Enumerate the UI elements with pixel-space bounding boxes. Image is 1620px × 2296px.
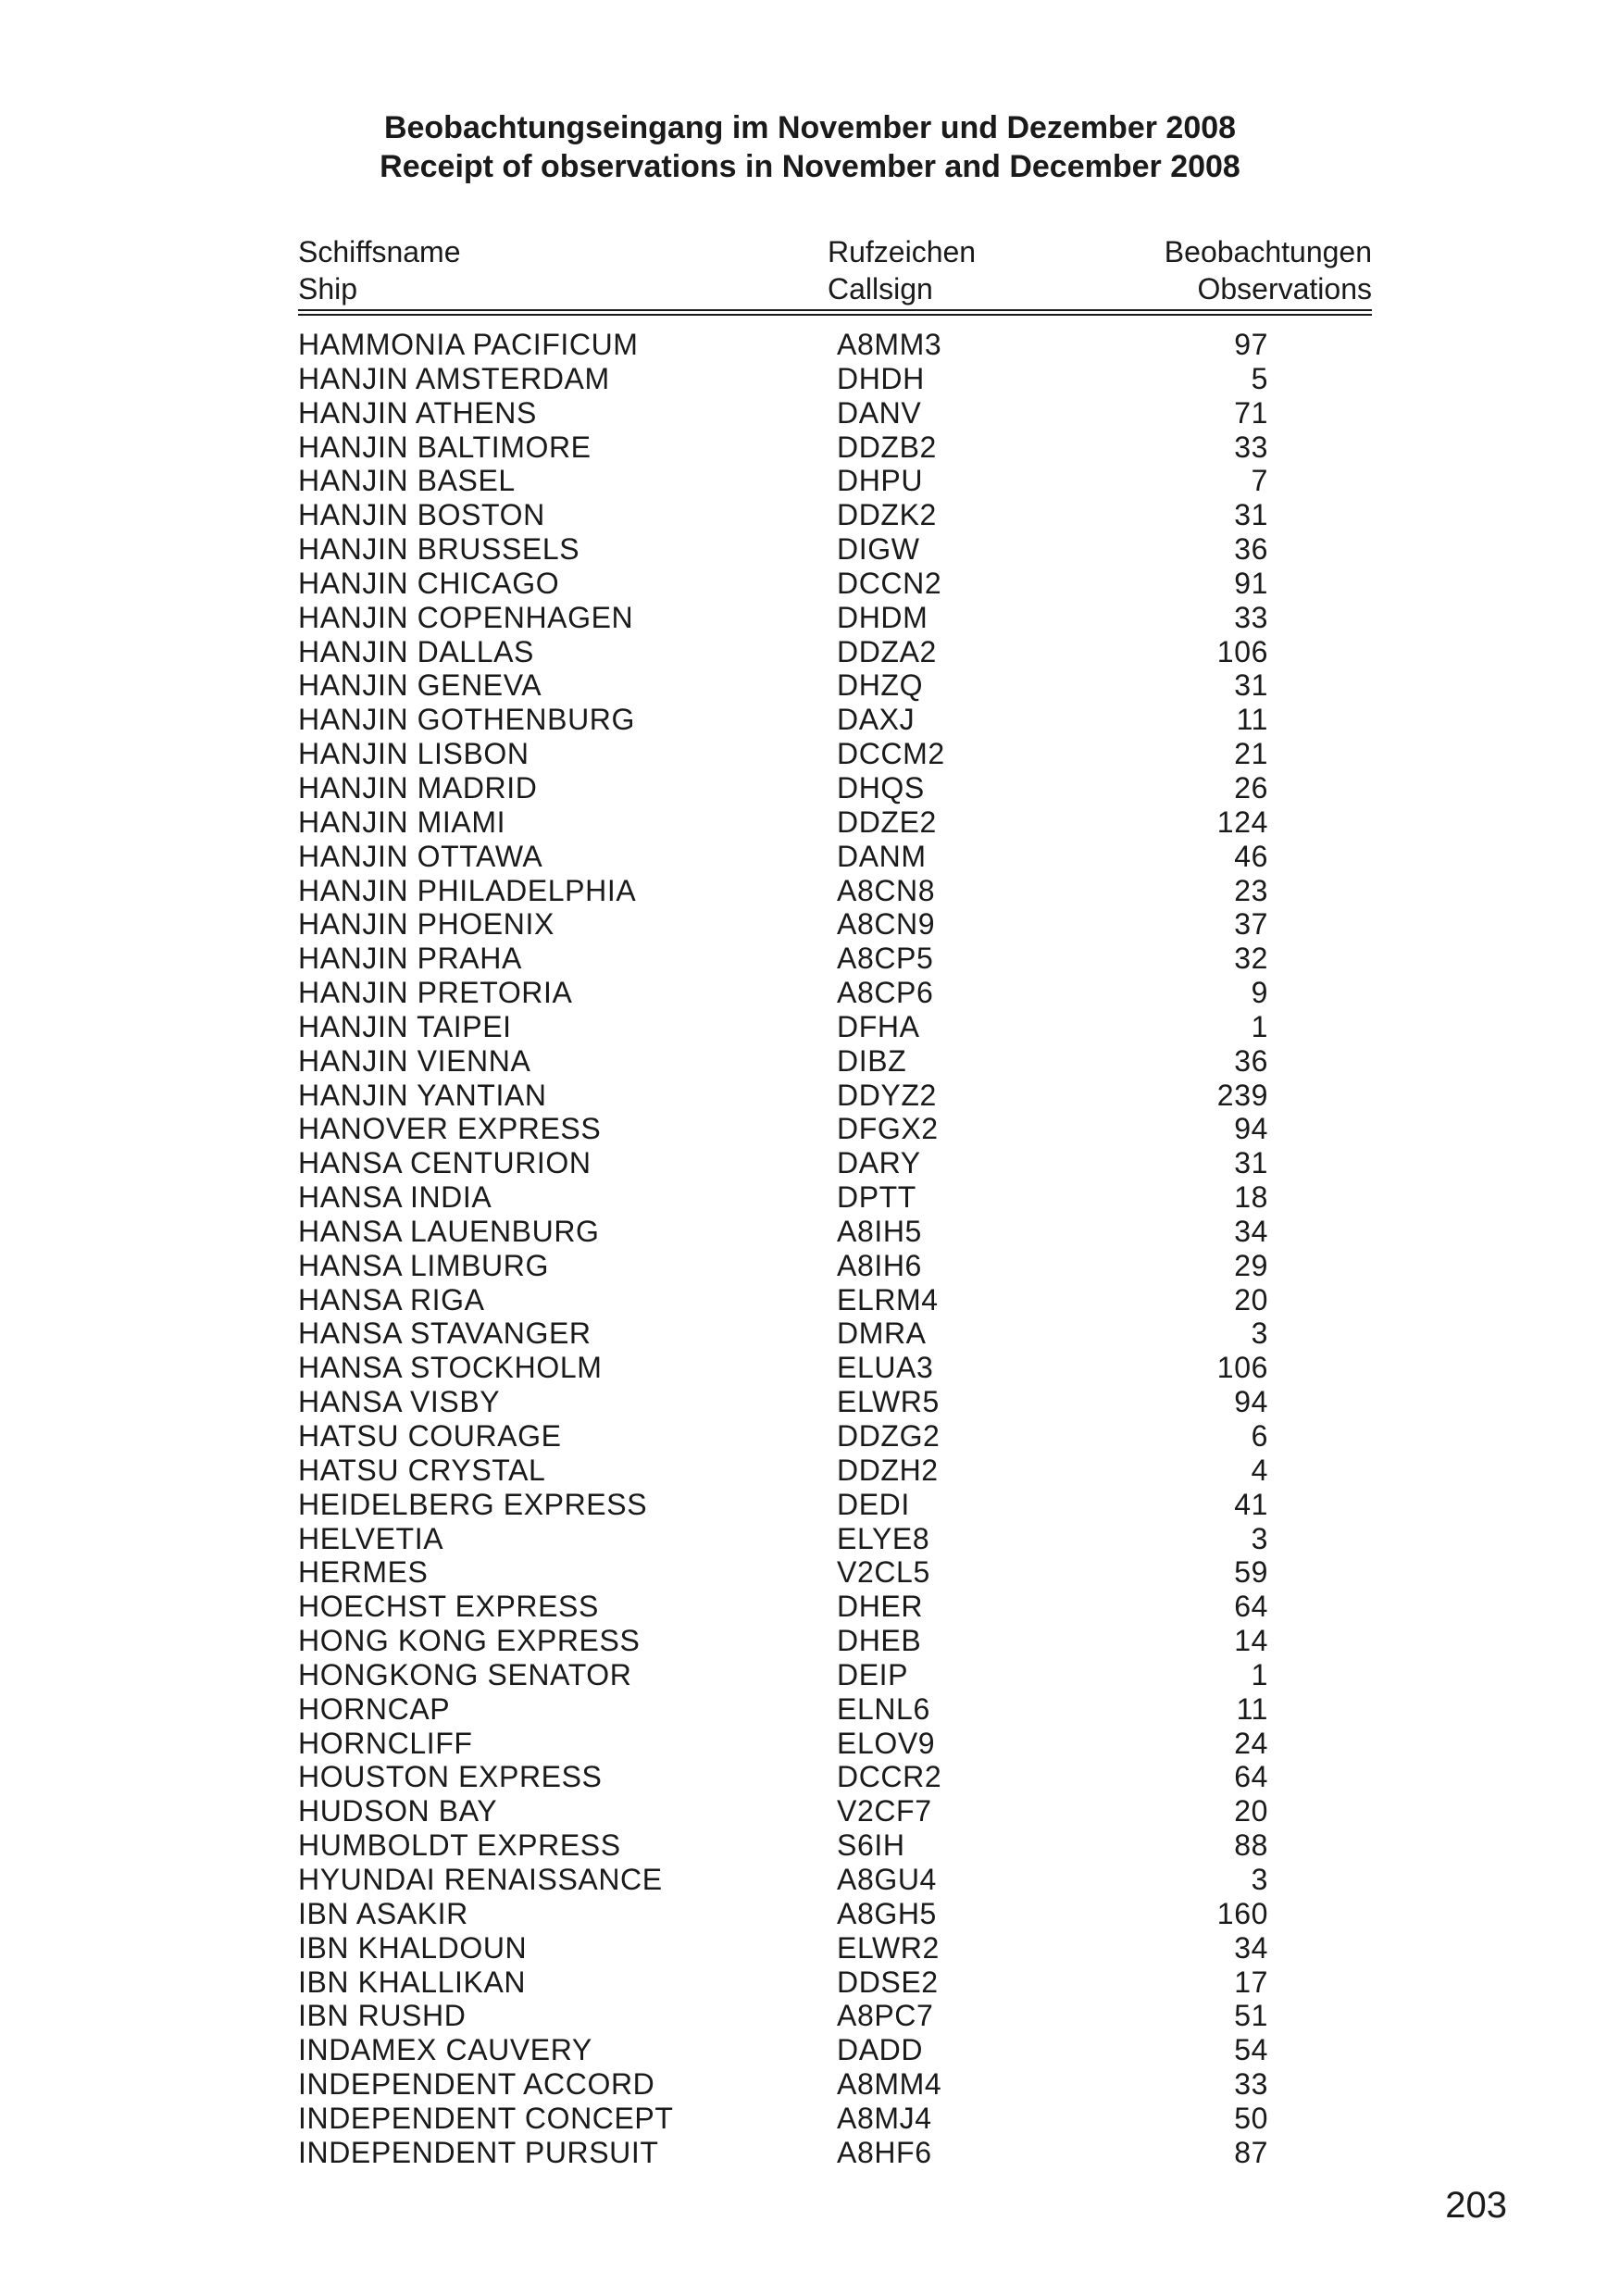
ship-name-cell: HANSA VISBY: [298, 1385, 501, 1419]
ship-name-cell: HYUNDAI RENAISSANCE: [298, 1862, 663, 1896]
table-row: [0, 1727, 1620, 1761]
table-row: [0, 1555, 1620, 1590]
ship-name-cell: HANSA INDIA: [298, 1180, 492, 1215]
observations-cell: 46: [1234, 839, 1268, 873]
observations-cell: 88: [1234, 1828, 1268, 1863]
table-row: [0, 1760, 1620, 1794]
table-row: [0, 1624, 1620, 1658]
callsign-cell: DDYZ2: [837, 1078, 937, 1112]
callsign-cell: DCCM2: [837, 737, 945, 771]
observations-cell: 7: [1251, 464, 1268, 498]
observations-cell: 94: [1234, 1112, 1268, 1146]
callsign-cell: DAXJ: [837, 703, 916, 737]
callsign-cell: DCCR2: [837, 1760, 942, 1794]
observations-cell: 31: [1234, 1146, 1268, 1180]
table-row: [0, 498, 1620, 532]
table-row: [0, 2033, 1620, 2067]
table-row: [0, 1249, 1620, 1283]
table-row: [0, 362, 1620, 396]
callsign-cell: V2CL5: [837, 1555, 930, 1590]
callsign-cell: DDZH2: [837, 1453, 939, 1487]
table-row: [0, 1316, 1620, 1351]
callsign-cell: DHEB: [837, 1624, 922, 1658]
table-row: [0, 2136, 1620, 2170]
table-row: [0, 840, 1620, 874]
page-title-english: Receipt of observations in November and December 2008: [380, 149, 1240, 184]
table-row: [0, 1522, 1620, 1556]
table-row: [0, 1863, 1620, 1897]
table-row: [0, 2102, 1620, 2136]
observations-cell: 20: [1234, 1794, 1268, 1828]
table-row: [0, 703, 1620, 737]
table-row: [0, 1419, 1620, 1454]
callsign-cell: DFGX2: [837, 1112, 939, 1146]
callsign-cell: DCCN2: [837, 566, 942, 600]
table-row: [0, 430, 1620, 465]
ship-name-cell: HANJIN PRAHA: [298, 942, 522, 976]
table-row: [0, 1828, 1620, 1863]
ship-name-cell: HANJIN ATHENS: [298, 395, 537, 430]
callsign-cell: DPTT: [837, 1180, 916, 1215]
callsign-cell: DHDM: [837, 600, 928, 634]
observations-cell: 239: [1216, 1078, 1268, 1112]
callsign-cell: DDZE2: [837, 805, 937, 839]
callsign-cell: ELWR2: [837, 1930, 940, 1965]
table-row: [0, 1283, 1620, 1317]
table-row: [0, 976, 1620, 1010]
observations-cell: 106: [1216, 1351, 1268, 1385]
table-row: [0, 737, 1620, 771]
table-row: [0, 396, 1620, 430]
table-row: [0, 1658, 1620, 1692]
observations-cell: 91: [1234, 566, 1268, 600]
ship-name-cell: HOUSTON EXPRESS: [298, 1760, 603, 1794]
ship-name-cell: HANOVER EXPRESS: [298, 1112, 602, 1146]
observations-cell: 17: [1234, 1965, 1268, 1999]
callsign-cell: A8GU4: [837, 1862, 937, 1896]
ship-name-cell: HANSA STAVANGER: [298, 1316, 592, 1351]
ship-name-cell: HANJIN COPENHAGEN: [298, 600, 634, 634]
callsign-cell: DFHA: [837, 1009, 920, 1043]
ship-name-cell: HANSA CENTURION: [298, 1146, 592, 1180]
callsign-cell: A8MM3: [837, 328, 942, 361]
ship-name-cell: HANJIN LISBON: [298, 737, 530, 771]
callsign-cell: DIBZ: [837, 1043, 907, 1078]
table-row: [0, 1215, 1620, 1249]
column-header-callsign-de: Rufzeichen: [828, 235, 977, 268]
ship-name-cell: HANJIN PRETORIA: [298, 976, 573, 1010]
table-row: [0, 464, 1620, 498]
column-header-observations-en: Observations: [1197, 272, 1372, 306]
ship-name-cell: HEIDELBERG EXPRESS: [298, 1487, 648, 1521]
ship-name-cell: HANJIN YANTIAN: [298, 1078, 547, 1112]
callsign-cell: DDSE2: [837, 1965, 939, 1999]
observations-cell: 34: [1234, 1214, 1268, 1248]
ship-name-cell: HANJIN GOTHENBURG: [298, 703, 635, 737]
observations-cell: 3: [1251, 1862, 1268, 1896]
observations-cell: 3: [1251, 1316, 1268, 1351]
column-header-ship: [298, 233, 461, 307]
observations-cell: 23: [1234, 873, 1268, 907]
observations-cell: 124: [1216, 805, 1268, 839]
ship-name-cell: HANJIN AMSTERDAM: [298, 361, 610, 395]
callsign-cell: DIGW: [837, 532, 920, 567]
observations-cell: 4: [1251, 1453, 1268, 1487]
observations-cell: 87: [1234, 2135, 1268, 2169]
ship-name-cell: INDEPENDENT ACCORD: [298, 2067, 655, 2102]
column-header-observations: [1092, 233, 1372, 307]
callsign-cell: DHPU: [837, 464, 924, 498]
table-row: [0, 1180, 1620, 1215]
ship-name-cell: HATSU COURAGE: [298, 1419, 562, 1453]
table-row: [0, 1897, 1620, 1931]
callsign-cell: DARY: [837, 1146, 921, 1180]
page-title-german: Beobachtungseingang im November und Dezember 2008: [383, 110, 1237, 145]
table-row: [0, 1931, 1620, 1965]
ship-name-cell: HERMES: [298, 1555, 429, 1590]
table-row: [0, 1999, 1620, 2033]
table-row: [0, 771, 1620, 805]
observations-cell: 24: [1234, 1726, 1268, 1760]
ship-name-cell: HUMBOLDT EXPRESS: [298, 1828, 621, 1863]
ship-name-cell: HANJIN BALTIMORE: [298, 430, 592, 464]
callsign-cell: DDZG2: [837, 1419, 941, 1453]
table-row: [0, 668, 1620, 703]
observations-cell: 54: [1234, 2033, 1268, 2067]
table-row: [0, 805, 1620, 840]
column-header-ship-en: Ship: [298, 272, 358, 306]
callsign-cell: A8MM4: [837, 2067, 942, 2102]
table-row: [0, 2067, 1620, 2102]
callsign-cell: DDZB2: [837, 430, 937, 464]
observations-cell: 36: [1234, 532, 1268, 567]
observations-cell: 1: [1251, 1009, 1268, 1043]
observations-cell: 3: [1251, 1521, 1268, 1555]
ship-name-cell: HANJIN CHICAGO: [298, 566, 560, 600]
ship-name-cell: HANJIN BRUSSELS: [298, 532, 580, 567]
ship-name-cell: HANJIN OTTAWA: [298, 839, 543, 873]
callsign-cell: ELOV9: [837, 1726, 936, 1760]
observations-cell: 1: [1251, 1657, 1268, 1691]
ship-name-cell: IBN KHALLIKAN: [298, 1965, 527, 1999]
observations-cell: 32: [1234, 942, 1268, 976]
table-row: [0, 1112, 1620, 1146]
ship-name-cell: HANSA LIMBURG: [298, 1248, 549, 1282]
callsign-cell: DANM: [837, 839, 927, 873]
callsign-cell: A8CP5: [837, 942, 934, 976]
header-rule-bottom: [298, 314, 1372, 316]
ship-name-cell: HATSU CRYSTAL: [298, 1453, 546, 1487]
observations-cell: 11: [1236, 703, 1268, 737]
ship-name-cell: HUDSON BAY: [298, 1794, 498, 1828]
callsign-cell: DEIP: [837, 1657, 909, 1691]
observations-cell: 37: [1234, 907, 1268, 942]
ship-name-cell: INDEPENDENT CONCEPT: [298, 2101, 674, 2135]
observations-cell: 160: [1216, 1896, 1268, 1930]
observations-cell: 59: [1234, 1555, 1268, 1590]
table-row: [0, 1351, 1620, 1385]
observations-cell: 31: [1234, 498, 1268, 532]
ship-name-cell: HONG KONG EXPRESS: [298, 1624, 641, 1658]
ship-name-cell: HANJIN DALLAS: [298, 634, 534, 668]
table-row: [0, 1794, 1620, 1828]
ship-name-cell: HANJIN PHILADELPHIA: [298, 873, 637, 907]
callsign-cell: DHZQ: [837, 668, 924, 703]
table-row: [0, 1044, 1620, 1079]
observations-cell: 97: [1234, 328, 1268, 361]
callsign-cell: ELYE8: [837, 1521, 930, 1555]
callsign-cell: A8IH6: [837, 1248, 922, 1282]
observations-table: [0, 328, 1620, 2170]
page-number: 203: [1445, 2185, 1507, 2226]
observations-cell: 71: [1234, 395, 1268, 430]
observations-cell: 33: [1234, 600, 1268, 634]
table-row: [0, 1079, 1620, 1113]
ship-name-cell: HOECHST EXPRESS: [298, 1590, 599, 1624]
callsign-cell: A8CP6: [837, 976, 934, 1010]
observations-cell: 64: [1234, 1590, 1268, 1624]
ship-name-cell: HANJIN PHOENIX: [298, 907, 555, 942]
ship-name-cell: IBN ASAKIR: [298, 1896, 468, 1930]
callsign-cell: DHQS: [837, 770, 925, 805]
callsign-cell: DADD: [837, 2033, 924, 2067]
table-row: [0, 601, 1620, 635]
ship-name-cell: HANJIN BOSTON: [298, 498, 545, 532]
column-header-callsign: [828, 233, 976, 307]
ship-name-cell: HANJIN MIAMI: [298, 805, 506, 839]
callsign-cell: A8IH5: [837, 1214, 922, 1248]
observations-cell: 9: [1251, 976, 1268, 1010]
observations-cell: 33: [1234, 430, 1268, 464]
callsign-cell: A8CN9: [837, 907, 936, 942]
table-row: [0, 1590, 1620, 1624]
table-row: [0, 1146, 1620, 1180]
ship-name-cell: HONGKONG SENATOR: [298, 1657, 632, 1691]
callsign-cell: DHER: [837, 1590, 924, 1624]
ship-name-cell: HAMMONIA PACIFICUM: [298, 328, 639, 361]
column-header-observations-de: Beobachtungen: [1164, 235, 1372, 268]
column-header-ship-de: Schiffsname: [298, 235, 461, 268]
table-row: [0, 907, 1620, 942]
callsign-cell: ELRM4: [837, 1282, 939, 1316]
observations-cell: 6: [1251, 1419, 1268, 1453]
callsign-cell: DMRA: [837, 1316, 927, 1351]
observations-cell: 36: [1234, 1043, 1268, 1078]
table-row: [0, 635, 1620, 669]
ship-name-cell: HANJIN MADRID: [298, 770, 538, 805]
callsign-cell: DDZA2: [837, 634, 937, 668]
table-row: [0, 567, 1620, 601]
observations-cell: 20: [1234, 1282, 1268, 1316]
table-row: [0, 1965, 1620, 2000]
ship-name-cell: HANSA LAUENBURG: [298, 1214, 600, 1248]
ship-name-cell: HANJIN BASEL: [298, 464, 516, 498]
callsign-cell: V2CF7: [837, 1794, 932, 1828]
observations-cell: 33: [1234, 2067, 1268, 2102]
callsign-cell: DANV: [837, 395, 922, 430]
observations-cell: 14: [1234, 1624, 1268, 1658]
table-row: [0, 874, 1620, 908]
observations-cell: 41: [1234, 1487, 1268, 1521]
ship-name-cell: HANJIN TAIPEI: [298, 1009, 512, 1043]
observations-cell: 64: [1234, 1760, 1268, 1794]
ship-name-cell: HORNCLIFF: [298, 1726, 473, 1760]
ship-name-cell: IBN RUSHD: [298, 1999, 467, 2033]
table-row: [0, 1385, 1620, 1419]
callsign-cell: ELNL6: [837, 1691, 930, 1726]
callsign-cell: A8MJ4: [837, 2101, 932, 2135]
ship-name-cell: INDAMEX CAUVERY: [298, 2033, 592, 2067]
observations-cell: 21: [1234, 737, 1268, 771]
observations-cell: 5: [1251, 361, 1268, 395]
observations-cell: 26: [1234, 770, 1268, 805]
ship-name-cell: HANSA STOCKHOLM: [298, 1351, 603, 1385]
observations-cell: 11: [1236, 1691, 1268, 1726]
ship-name-cell: IBN KHALDOUN: [298, 1930, 528, 1965]
callsign-cell: S6IH: [837, 1828, 905, 1863]
callsign-cell: A8CN8: [837, 873, 936, 907]
table-row: [0, 328, 1620, 362]
callsign-cell: ELWR5: [837, 1385, 940, 1419]
callsign-cell: ELUA3: [837, 1351, 934, 1385]
table-row: [0, 1454, 1620, 1488]
observations-cell: 51: [1234, 1999, 1268, 2033]
ship-name-cell: INDEPENDENT PURSUIT: [298, 2135, 659, 2169]
observations-cell: 31: [1234, 668, 1268, 703]
callsign-cell: DEDI: [837, 1487, 910, 1521]
ship-name-cell: HANJIN GENEVA: [298, 668, 542, 703]
callsign-cell: DDZK2: [837, 498, 937, 532]
observations-cell: 34: [1234, 1930, 1268, 1965]
ship-name-cell: HELVETIA: [298, 1521, 444, 1555]
header-rule-top: [298, 309, 1372, 311]
table-row: [0, 1692, 1620, 1727]
table-row: [0, 1010, 1620, 1044]
callsign-cell: DHDH: [837, 361, 925, 395]
observations-cell: 50: [1234, 2101, 1268, 2135]
ship-name-cell: HORNCAP: [298, 1691, 451, 1726]
callsign-cell: A8GH5: [837, 1896, 937, 1930]
table-row: [0, 1488, 1620, 1522]
observations-cell: 94: [1234, 1385, 1268, 1419]
callsign-cell: A8PC7: [837, 1999, 934, 2033]
column-header-callsign-en: Callsign: [828, 272, 933, 306]
observations-cell: 18: [1234, 1180, 1268, 1215]
observations-cell: 29: [1234, 1248, 1268, 1282]
table-row: [0, 942, 1620, 976]
table-row: [0, 532, 1620, 567]
callsign-cell: A8HF6: [837, 2135, 932, 2169]
ship-name-cell: HANJIN VIENNA: [298, 1043, 531, 1078]
observations-cell: 106: [1216, 634, 1268, 668]
ship-name-cell: HANSA RIGA: [298, 1282, 485, 1316]
